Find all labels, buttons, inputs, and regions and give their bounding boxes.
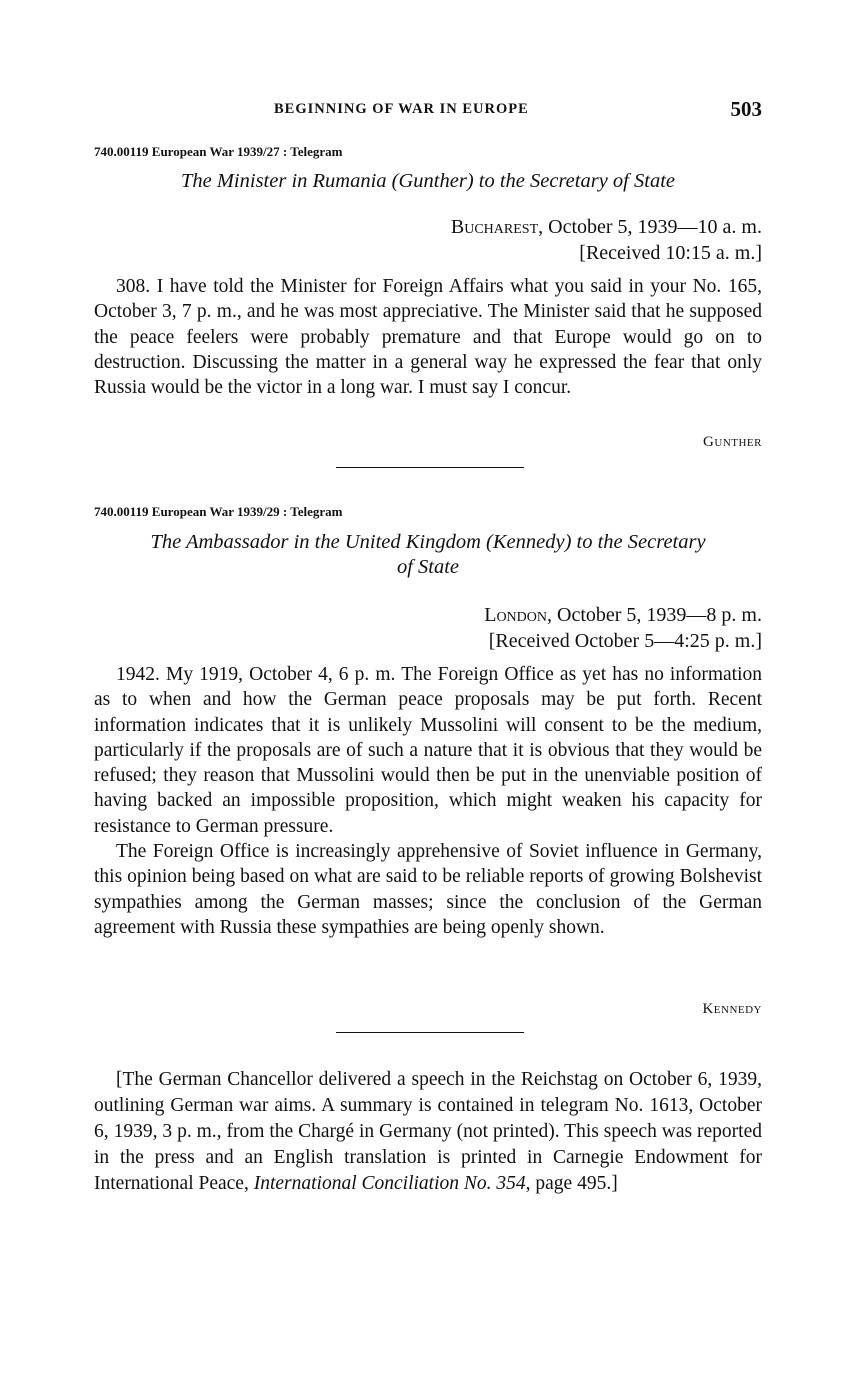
doc2-title <box>94 530 762 580</box>
doc2-received: [Received October 5—4:25 p. m.] <box>488 630 762 652</box>
doc1-received: [Received 10:15 a. m.] <box>579 242 762 264</box>
section-divider <box>336 467 524 468</box>
doc1-paragraph: 308. I have told the Minister for Foreign Affairs what you said in your No. 165, October 3, 7 p. m., and he was most appreciative. The Minister said that he supposed the peace feelers were probably premature and that Europe would go on to destruction. Discussing the matter in a general way he expressed the fear that only Russia would be the victor in a long war. I must say I concur. <box>94 276 762 399</box>
doc1-date: , October 5, 1939—10 a. m. <box>538 216 762 238</box>
doc1-file-reference: 740.00119 European War 1939/27 : Telegram <box>94 144 343 159</box>
section-divider <box>336 1032 524 1033</box>
page-header <box>94 97 762 127</box>
doc2-file-reference: 740.00119 European War 1939/29 : Telegram <box>94 504 343 519</box>
doc1-place: Bucharest <box>450 216 539 238</box>
doc2-signature: Kennedy <box>702 1001 762 1017</box>
doc1-title: The Minister in Rumania (Gunther) to the Secretary of State <box>180 170 675 192</box>
doc2-body <box>94 662 762 940</box>
doc2-paragraph: The Foreign Office is increasingly apprehensive of Soviet influence in Germany, this opinion being based on what are said to be reliable reports of growing Bolshevist sympathies among the German masses; since the conclusion of the German agreement with Russia these sympathies are being openly shown. <box>94 841 762 938</box>
doc2-place: London <box>484 604 548 626</box>
doc1-body <box>94 274 762 400</box>
doc2-title-line1: The Ambassador in the United Kingdom (Kennedy) to the Secretary <box>150 531 706 553</box>
doc2-date: , October 5, 1939—8 p. m. <box>547 604 762 626</box>
doc2-title-line2: of State <box>396 556 460 578</box>
editorial-note-page: , page 495.] <box>525 1173 618 1194</box>
doc1-dateline <box>451 214 762 266</box>
running-title: BEGINNING OF WAR IN EUROPE <box>274 101 529 117</box>
doc2-paragraph: 1942. My 1919, October 4, 6 p. m. The Foreign Office as yet has no information as to when and how the German peace proposals may be put forth. Recent information indicates that it is unlikely Mussolini will consent to be the medium, particularly if the proposals are of such a nature that it is obvious that they would be refused; they reason that Mussolini would then be put in the unenviable position of having backed an impossible proposition, which might weaken his capacity for resistance to German pressure. <box>94 664 762 837</box>
editorial-note-text: [The German Chancellor delivered a speech in the Reichstag on October 6, 1939, outlining German war aims. A summary is contained in telegram No. 1613, October 6, 1939, 3 p. m., from the Chargé in Germany (not printed). This speech was reported in the press and an English translation is printed in Carnegie Endowment for International Peace, <box>94 1069 762 1194</box>
publication-reference: International Conciliation No. 354 <box>253 1173 526 1194</box>
doc1-signature: Gunther <box>703 434 762 450</box>
page-number: 503 <box>730 97 762 121</box>
doc2-dateline <box>484 602 762 654</box>
editorial-note <box>94 1067 762 1197</box>
